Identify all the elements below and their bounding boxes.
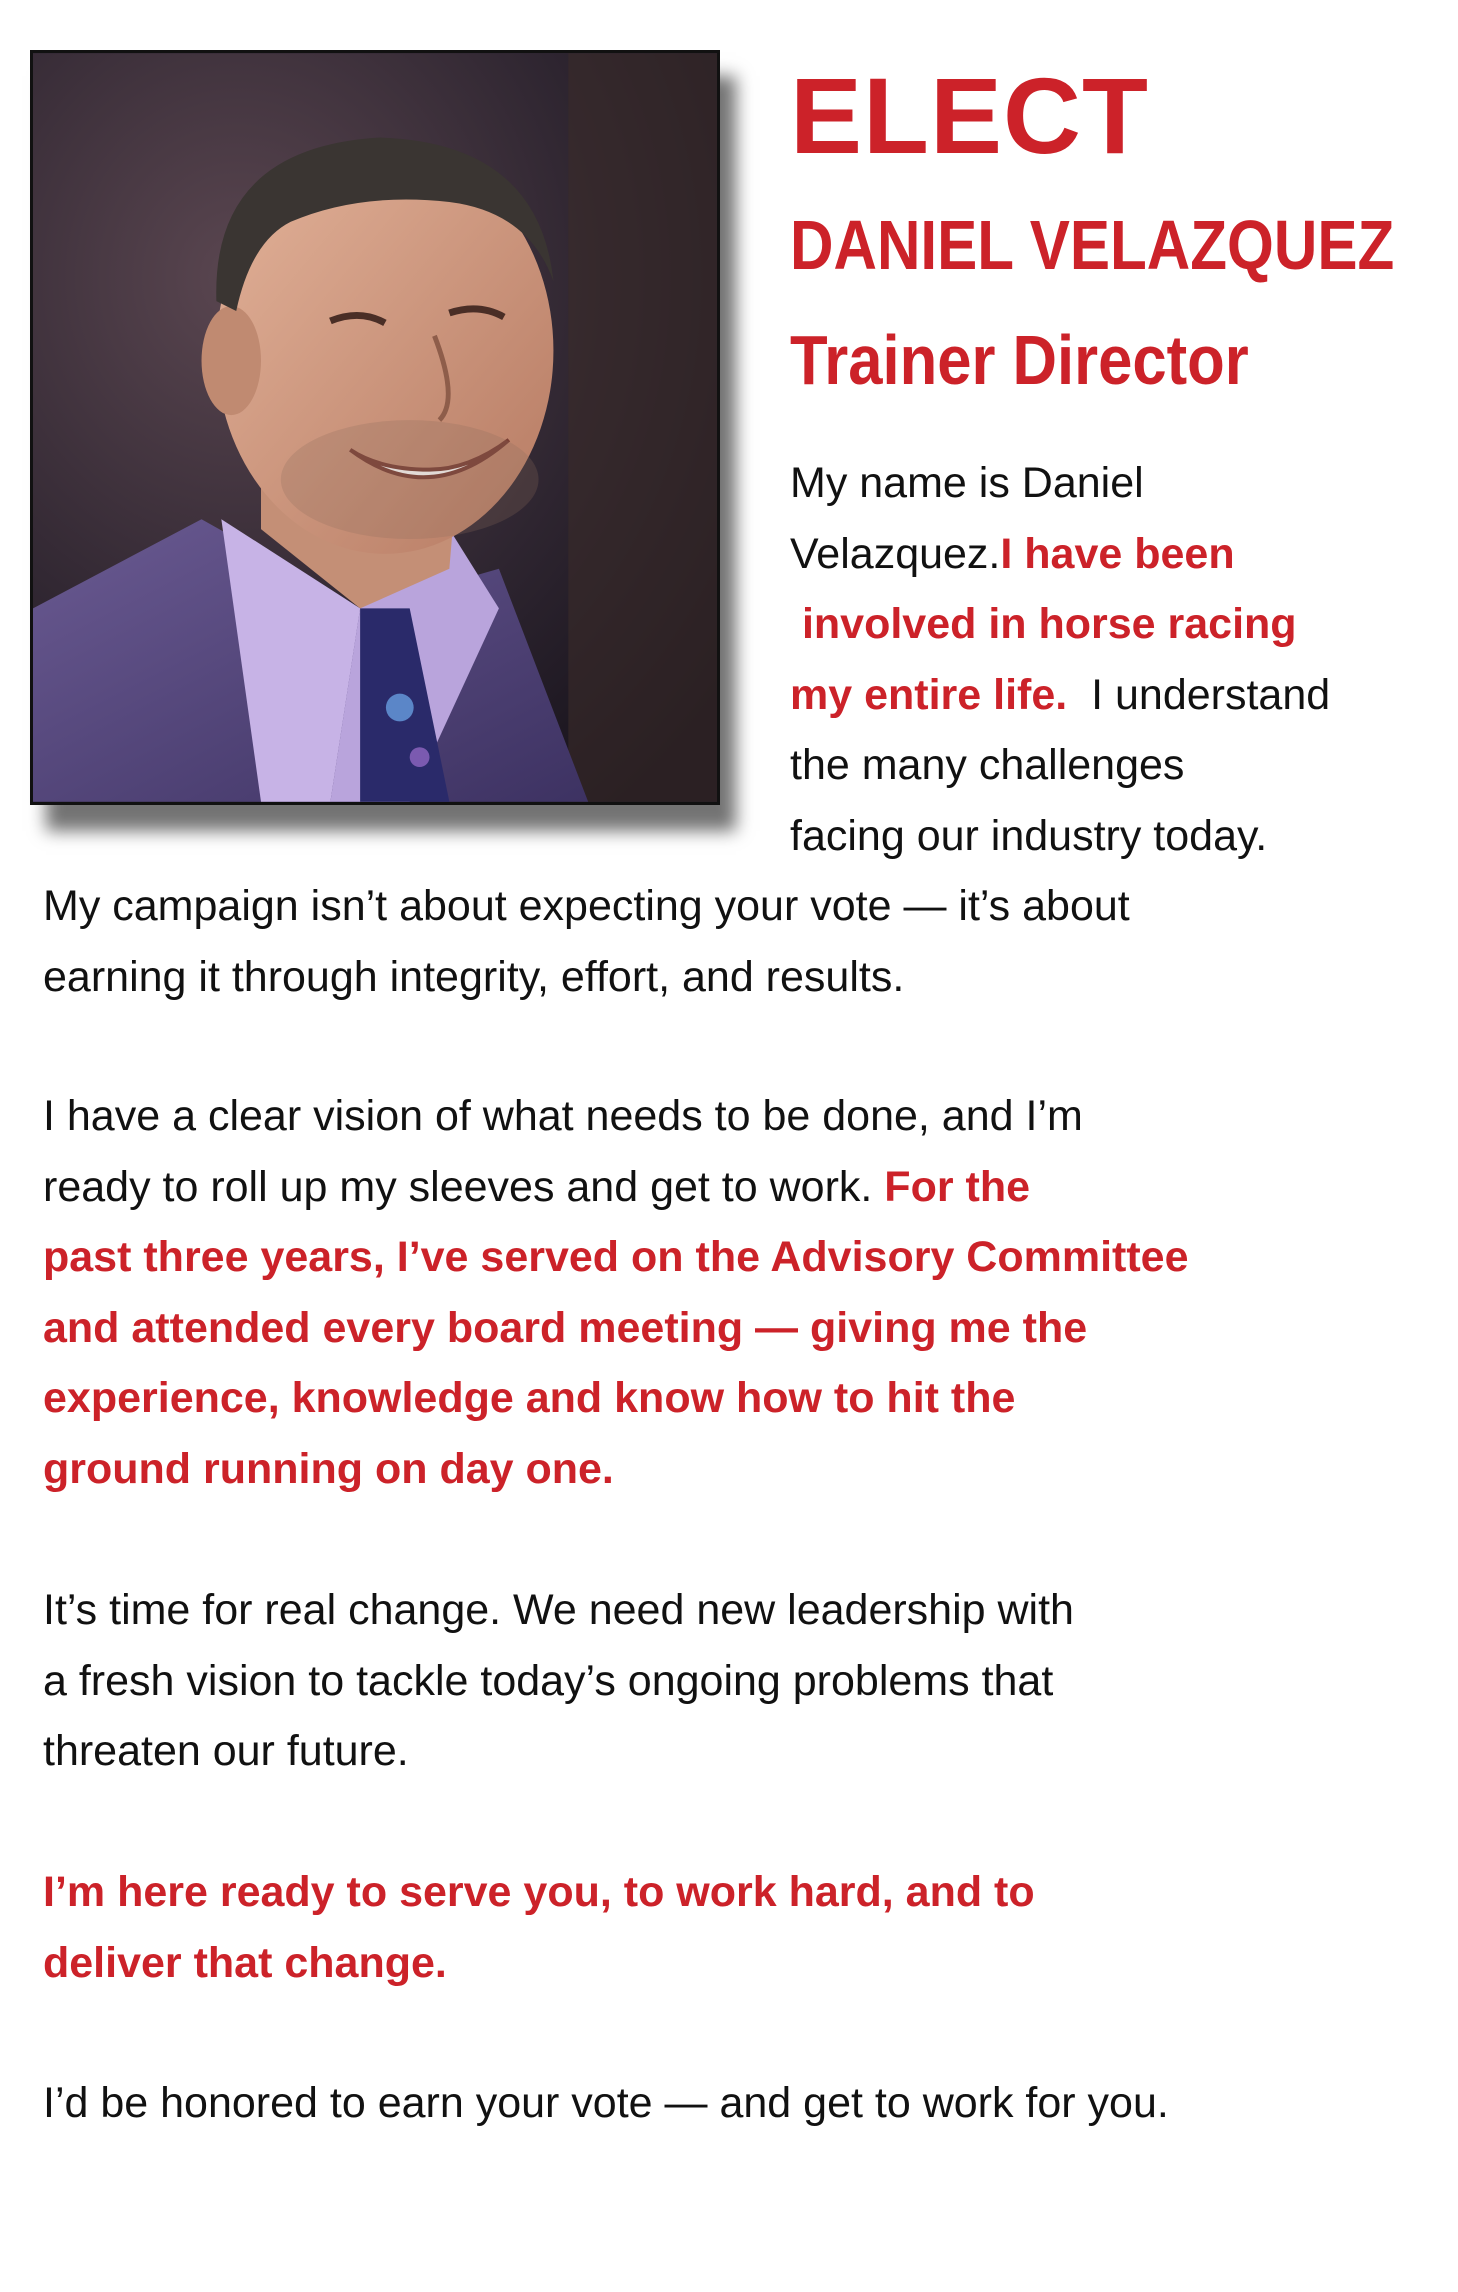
closing-paragraph [43,2068,1169,2139]
vision-line: I have a clear vision of what needs to be done, and I’m [43,1092,1083,1140]
candidate-photo [30,50,720,805]
intro-line [790,519,1330,590]
change-line: a fresh vision to tackle today’s ongoing problems that [43,1656,1054,1705]
vision-highlight: ground running on day one. [43,1444,614,1493]
intro-text: Velazquez. [790,529,1001,578]
vision-line [43,1152,1189,1223]
change-paragraph [43,1575,1074,1787]
intro-highlight: I have been [1000,529,1235,578]
intro-line: My name is Daniel [790,459,1144,507]
vision-highlight: past three years, I’ve served on the Advisory Committee [43,1233,1189,1281]
vision-highlight: For the [884,1162,1031,1211]
change-line: threaten our future. [43,1727,409,1775]
vision-highlight: and attended every board meeting — giving me the [43,1303,1088,1352]
candidate-name: DANIEL VELAZQUEZ [790,206,1395,284]
serve-paragraph [43,1857,1035,1998]
closing-line: I’d be honored to earn your vote — and get to work for you. [43,2079,1169,2127]
vision-text: ready to roll up my sleeves and get to work. [43,1162,885,1211]
intro-text: I understand [1067,670,1331,719]
change-line: It’s time for real change. We need new leadership with [43,1586,1074,1634]
intro-highlight: involved in horse racing [790,600,1297,648]
candidate-portrait-illustration [33,53,717,802]
intro-paragraph [790,448,1330,871]
intro-line: facing our industry today. [790,811,1268,860]
campaign-line: earning it through integrity, effort, and results. [43,952,905,1001]
serve-line: deliver that change. [43,1938,447,1987]
vision-paragraph [43,1081,1189,1504]
intro-line [790,660,1330,731]
campaign-line: My campaign isn’t about expecting your vote — it’s about [43,882,1130,930]
campaign-paragraph [43,871,1130,1012]
serve-line: I’m here ready to serve you, to work hard, and to [43,1868,1035,1916]
candidate-position: Trainer Director [790,321,1249,399]
heading-elect: ELECT [790,55,1150,176]
intro-highlight: my entire life. [790,670,1068,719]
intro-line: the many challenges [790,741,1185,789]
vision-highlight: experience, knowledge and know how to hit the [43,1374,1016,1422]
